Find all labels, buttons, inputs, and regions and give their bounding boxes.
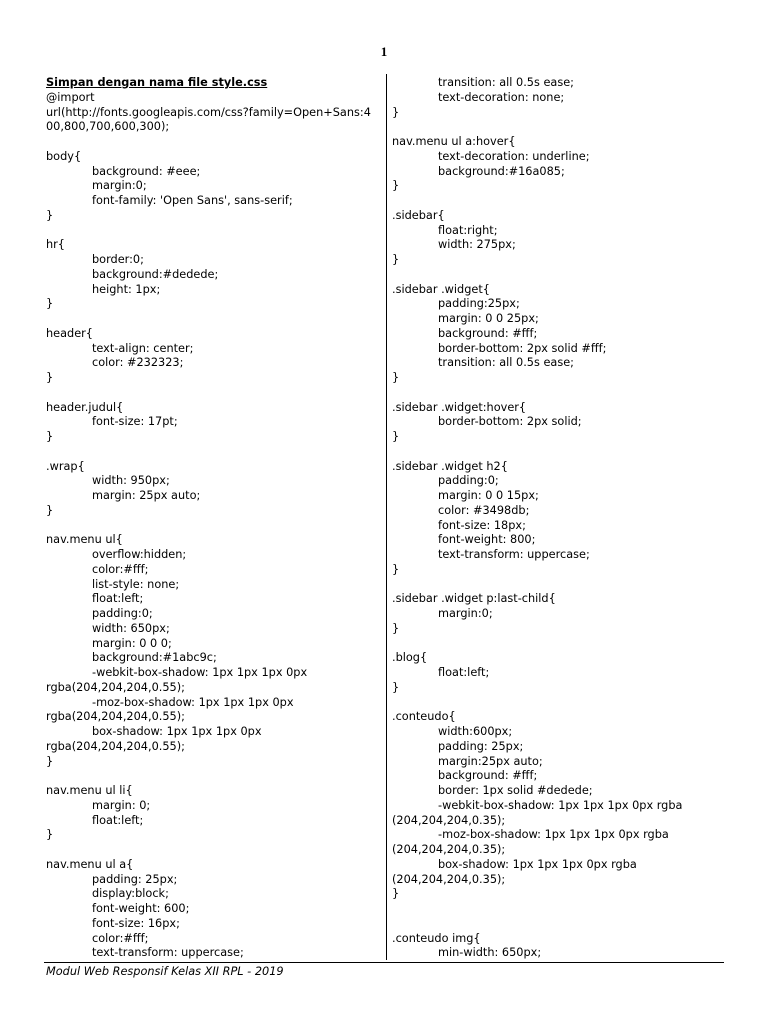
code-line: margin: 0 0 0; [92, 636, 172, 650]
code-line: list-style: none; [92, 577, 180, 591]
code-line: 00,800,700,600,300); [46, 120, 170, 134]
section-heading: Simpan dengan nama file style.css [46, 76, 268, 89]
code-line: width: 950px; [92, 474, 170, 488]
code-line: nav.menu ul{ [46, 533, 123, 547]
code-line: } [392, 562, 400, 576]
code-line: } [392, 105, 400, 119]
left-code-block [46, 91, 380, 961]
code-line: } [46, 430, 54, 443]
code-line: (204,204,204,0.35); [392, 872, 506, 886]
code-line [46, 519, 380, 534]
code-line: nav.menu ul li{ [46, 784, 133, 797]
code-line: url(http://fonts.googleapis.com/css?family=Open+Sans:4 [46, 105, 371, 119]
code-line: rgba(204,204,204,0.55); [46, 710, 185, 724]
code-line: nav.menu ul a{ [46, 857, 134, 871]
left-column [46, 76, 380, 961]
code-line: color:#fff; [92, 562, 149, 576]
footer-text: Modul Web Responsif Kelas XII RPL - 2019 [46, 965, 284, 978]
code-line: .sidebar .widget:hover{ [392, 400, 527, 414]
code-line: } [46, 828, 54, 842]
code-line: float:left; [438, 666, 490, 679]
code-line: padding: 25px; [92, 872, 178, 886]
code-line [392, 120, 728, 135]
code-line: border-bottom: 2px solid; [438, 415, 582, 429]
code-line: overflow:hidden; [92, 548, 187, 561]
code-line: float:left; [92, 592, 144, 606]
code-line: color: #3498db; [438, 503, 530, 517]
code-line [392, 917, 728, 932]
code-line: display:block; [92, 887, 169, 901]
code-line: font-family: 'Open Sans', sans-serif; [92, 194, 293, 207]
code-line: -webkit-box-shadow: 1px 1px 1px 0px rgba [438, 798, 683, 812]
code-line: font-weight: 800; [438, 533, 536, 547]
code-line: margin: 0; [92, 798, 151, 812]
code-line: background: #fff; [438, 769, 538, 783]
code-line: font-size: 17pt; [92, 415, 178, 429]
code-line: padding:0; [92, 607, 153, 620]
code-line: header{ [46, 326, 93, 340]
code-line [392, 445, 728, 460]
code-line: hr{ [46, 238, 65, 252]
code-line: margin:0; [438, 607, 493, 620]
code-line: font-size: 18px; [438, 518, 526, 532]
footer-rule [44, 962, 724, 963]
code-line: rgba(204,204,204,0.55); [46, 739, 185, 753]
code-line: text-decoration: none; [438, 90, 565, 104]
column-divider [386, 74, 387, 960]
code-line: } [392, 621, 400, 635]
code-line: float:right; [438, 223, 498, 237]
page-number: 1 [380, 44, 388, 59]
code-line: margin: 0 0 15px; [438, 489, 539, 502]
code-line [392, 696, 728, 711]
code-line: width:600px; [438, 725, 513, 738]
code-line: -moz-box-shadow: 1px 1px 1px 0px [92, 695, 294, 709]
code-line: background: #fff; [438, 326, 538, 340]
code-line: -webkit-box-shadow: 1px 1px 1px 0px [92, 666, 308, 679]
code-line: box-shadow: 1px 1px 1px 0px [92, 725, 262, 738]
code-line: background:#dedede; [92, 267, 219, 281]
code-line: min-width: 650px; [438, 946, 542, 960]
code-line: } [46, 297, 54, 311]
code-line [392, 268, 728, 283]
code-line: color: #232323; [92, 356, 184, 370]
code-line: text-align: center; [92, 341, 194, 355]
code-line: } [392, 253, 400, 266]
code-line: float:left; [92, 813, 144, 827]
code-line: -moz-box-shadow: 1px 1px 1px 0px rgba [438, 828, 669, 842]
code-line [46, 135, 380, 150]
code-line: background:#16a085; [438, 164, 565, 178]
code-line: } [46, 754, 54, 768]
code-line: font-weight: 600; [92, 902, 190, 915]
code-line: (204,204,204,0.35); [392, 813, 506, 827]
code-line: } [392, 430, 400, 443]
code-line [46, 445, 380, 460]
code-line: font-size: 16px; [92, 916, 180, 930]
code-line: .blog{ [392, 651, 428, 665]
code-line: transition: all 0.5s ease; [438, 356, 574, 370]
code-line: (204,204,204,0.35); [392, 843, 506, 856]
code-line: .sidebar{ [392, 208, 445, 222]
code-line: } [392, 680, 400, 694]
code-line: text-decoration: underline; [438, 149, 590, 163]
code-line: transition: all 0.5s ease; [438, 76, 574, 89]
code-line: rgba(204,204,204,0.55); [46, 680, 185, 694]
code-line: width: 650px; [92, 621, 170, 635]
code-line [46, 386, 380, 401]
code-line: color:#fff; [92, 931, 149, 945]
right-column [392, 76, 728, 961]
code-line: } [46, 208, 54, 222]
code-line: box-shadow: 1px 1px 1px 0px rgba [438, 857, 637, 871]
code-line: .wrap{ [46, 459, 85, 473]
code-line [392, 637, 728, 652]
code-line: padding:0; [438, 474, 499, 488]
code-line [392, 194, 728, 209]
code-line: padding:25px; [438, 297, 520, 311]
code-line: nav.menu ul a:hover{ [392, 135, 516, 148]
code-line: } [392, 371, 400, 384]
code-line: } [46, 503, 54, 517]
code-line [46, 224, 380, 239]
code-line: height: 1px; [92, 282, 161, 296]
code-line: body{ [46, 149, 82, 163]
code-line: border-bottom: 2px solid #fff; [438, 341, 607, 355]
code-line: background: #eee; [92, 164, 201, 178]
code-line [392, 578, 728, 593]
code-line: padding: 25px; [438, 739, 524, 753]
code-line: margin:0; [92, 179, 147, 193]
code-line: margin:25px auto; [438, 754, 543, 768]
code-line: background:#1abc9c; [92, 651, 217, 665]
code-line: text-transform: uppercase; [92, 946, 244, 960]
code-line: margin: 25px auto; [92, 489, 201, 502]
code-line [392, 902, 728, 917]
code-line [392, 386, 728, 401]
code-line: } [392, 887, 400, 901]
code-line: .sidebar .widget{ [392, 282, 490, 296]
code-line: border: 1px solid #dedede; [438, 784, 593, 797]
code-line: width: 275px; [438, 238, 516, 252]
code-line: border:0; [92, 253, 144, 266]
code-line: .sidebar .widget p:last-child{ [392, 592, 556, 606]
code-line: text-transform: uppercase; [438, 548, 590, 561]
code-line: } [392, 179, 400, 193]
right-code-block [392, 76, 728, 961]
code-line: @import [46, 90, 95, 104]
code-line: .conteudo{ [392, 710, 456, 724]
code-line [46, 769, 380, 784]
code-line: .conteudo img{ [392, 931, 481, 945]
code-line: margin: 0 0 25px; [438, 312, 539, 325]
code-line: } [46, 371, 54, 384]
code-line [46, 312, 380, 327]
code-line [46, 843, 380, 858]
code-line: header.judul{ [46, 400, 124, 414]
code-line: .sidebar .widget h2{ [392, 459, 508, 473]
